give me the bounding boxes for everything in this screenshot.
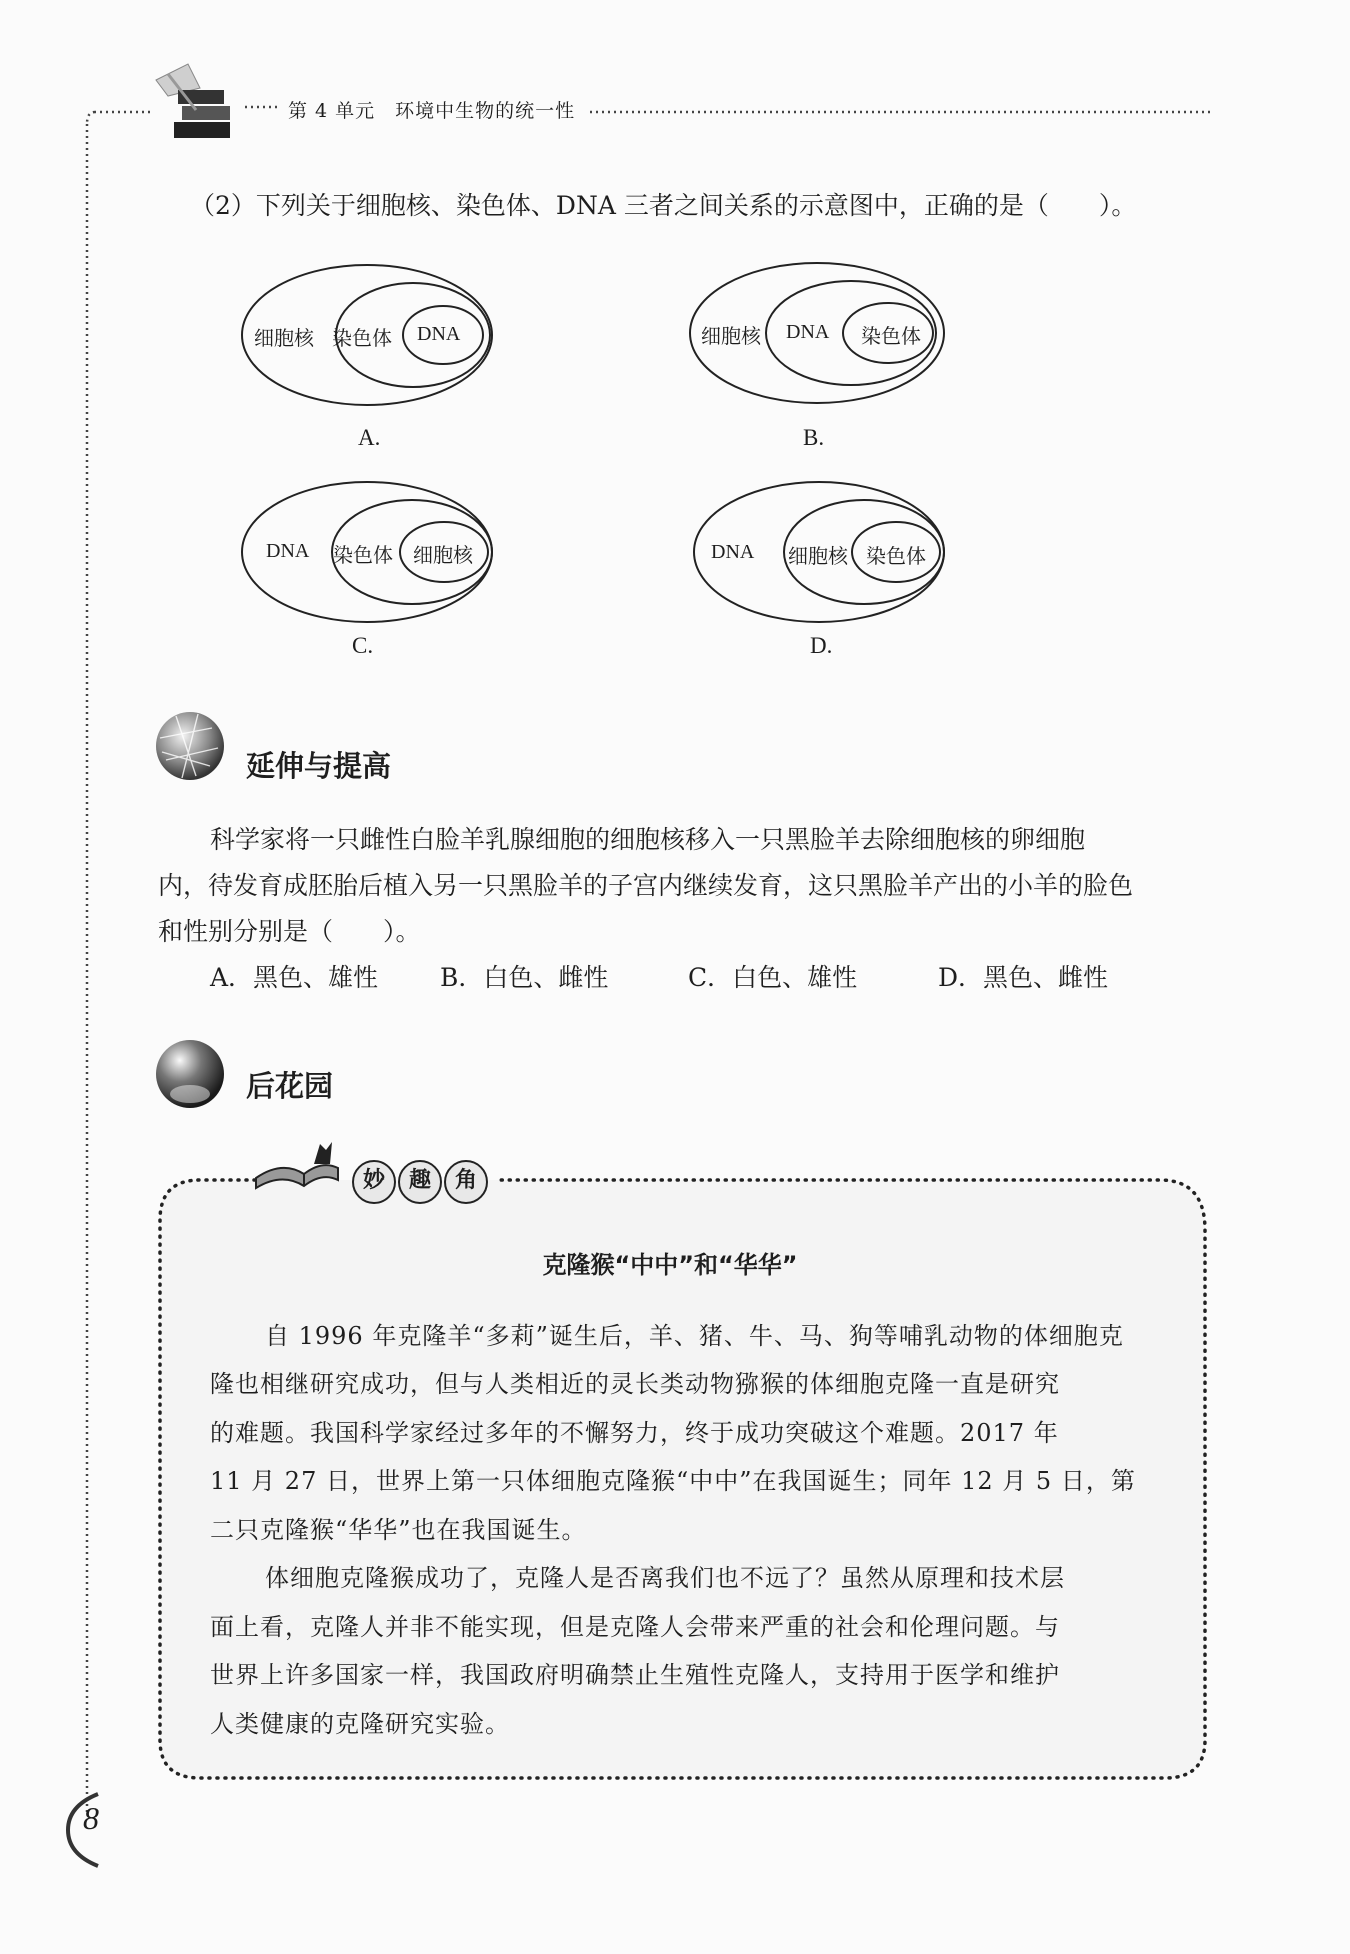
fun-label-char-2: 趣 xyxy=(408,1168,431,1193)
article-title: 克隆猴“中中”和“华华” xyxy=(542,1251,798,1279)
fun-label-circle-3 xyxy=(444,1160,488,1204)
extension-line-3: 和性别分别是（ ）。 xyxy=(158,917,421,946)
article-p1-line-3: 的难题。我国科学家经过多年的不懈努力，终于成功突破这个难题。2017 年 xyxy=(210,1419,1059,1447)
diagram-c-outer-label: DNA xyxy=(266,540,310,562)
diagram-d-inner-label: 染色体 xyxy=(866,546,926,568)
option-d-letter: D. xyxy=(810,633,833,658)
page-number: 8 xyxy=(83,1800,99,1836)
option-c-letter: C. xyxy=(352,633,374,658)
diagram-c-middle-label: 染色体 xyxy=(333,545,393,567)
article-p1-line-2: 隆也相继研究成功，但与人类相近的灵长类动物猕猴的体细胞克隆一直是研究 xyxy=(210,1370,1060,1398)
choice-b: B．白色、雌性 xyxy=(440,963,609,992)
option-a-letter: A. xyxy=(358,425,381,450)
extension-line-2: 内，待发育成胚胎后植入另一只黑脸羊的子宫内继续发育，这只黑脸羊产出的小羊的脸色 xyxy=(158,871,1134,900)
article-p2-line-2: 面上看，克隆人并非不能实现，但是克隆人会带来严重的社会和伦理问题。与 xyxy=(210,1613,1060,1641)
choice-c: C．白色、雄性 xyxy=(688,963,858,992)
diagram-b-inner-label: 染色体 xyxy=(861,326,921,348)
article-p1-line-4: 11 月 27 日，世界上第一只体细胞克隆猴“中中”在我国诞生；同年 12 月 5 日，第 xyxy=(210,1467,1136,1495)
article-p1-line-5: 二只克隆猴“华华”也在我国诞生。 xyxy=(210,1516,587,1544)
article-p2-line-3: 世界上许多国家一样，我国政府明确禁止生殖性克隆人，支持用于医学和维护 xyxy=(210,1661,1060,1689)
diagram-a-inner-label: DNA xyxy=(417,323,461,345)
book-icon xyxy=(252,1138,342,1190)
unit-title: 第 4 单元 环境中生物的统一性 xyxy=(288,100,576,122)
diagram-b-middle-label: DNA xyxy=(786,321,830,343)
section-title-extension: 延伸与提高 xyxy=(246,749,392,783)
diagram-d-middle-label: 细胞核 xyxy=(788,546,848,568)
diagram-d-outer-label: DNA xyxy=(711,541,755,563)
article-p2-line-4: 人类健康的克隆研究实验。 xyxy=(210,1710,510,1738)
diagram-b-outer-label: 细胞核 xyxy=(701,326,761,348)
option-b-letter: B. xyxy=(803,425,825,450)
section-title-garden: 后花园 xyxy=(246,1069,334,1103)
fun-label-circle-1 xyxy=(352,1160,396,1204)
fun-label-circle-2 xyxy=(398,1160,442,1204)
choice-a: A．黑色、雄性 xyxy=(210,963,379,992)
question-stem: （2）下列关于细胞核、染色体、DNA 三者之间关系的示意图中，正确的是（ ）。 xyxy=(190,191,1137,220)
fun-label-char-1: 妙 xyxy=(362,1168,385,1193)
choice-d: D．黑色、雌性 xyxy=(938,963,1109,992)
extension-line-1: 科学家将一只雌性白脸羊乳腺细胞的细胞核移入一只黑脸羊去除细胞核的卵细胞 xyxy=(210,825,1086,854)
diagram-c-inner-label: 细胞核 xyxy=(413,545,473,567)
article-p2-line-1: 体细胞克隆猴成功了，克隆人是否离我们也不远了？虽然从原理和技术层 xyxy=(265,1564,1065,1592)
diagram-a-outer-label: 细胞核 xyxy=(254,328,314,350)
fun-label-char-3: 角 xyxy=(454,1168,477,1193)
article-p1-line-1: 自 1996 年克隆羊“多莉”诞生后，羊、猪、牛、马、狗等哺乳动物的体细胞克 xyxy=(265,1322,1124,1350)
diagram-a-middle-label: 染色体 xyxy=(332,328,392,350)
